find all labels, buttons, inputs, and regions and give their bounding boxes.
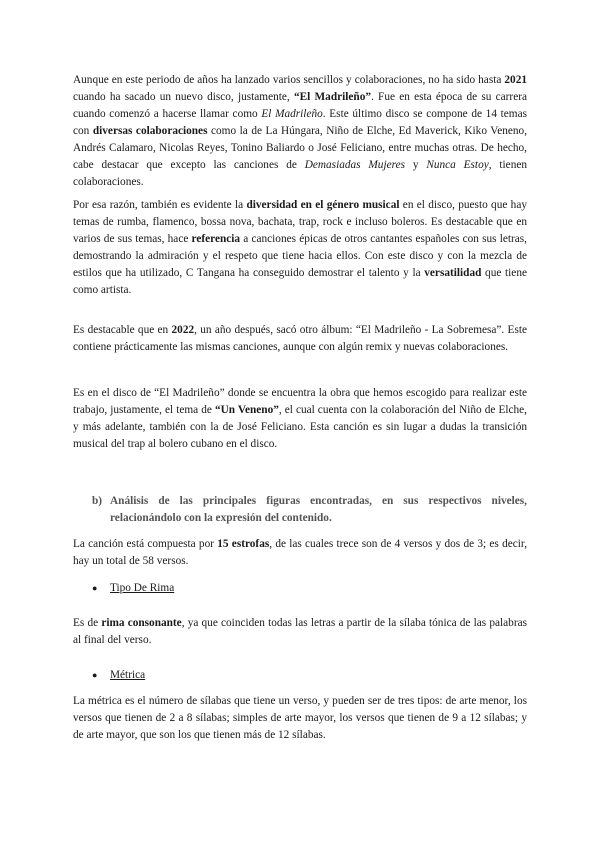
bold-text: rima consonante	[101, 617, 182, 629]
bullet-dot-icon: ●	[92, 670, 98, 680]
bold-text: versatilidad	[424, 267, 482, 279]
bullet-dot-icon: ●	[92, 583, 98, 593]
text-run: Es de	[73, 617, 102, 629]
paragraph-la-sobremesa	[73, 322, 527, 356]
text-run: a canciones épicas de otros cantantes españoles con sus letras, demostrando la admiración y el respeto que tiene hacia ellos. Con este disco y con la mezcla de estilos que ha utilizado, C Tangana ha conseguido demostrar el talento y la	[73, 233, 528, 279]
bold-text: 2021	[504, 74, 527, 86]
text-run: en el disco, puesto que hay temas de rumba, flamenco, bossa nova, bachata, trap, rock e incluso boleros. Es destacable que en varios de sus temas, hace	[73, 199, 527, 245]
bullet-label: Métrica	[110, 669, 146, 681]
text-run: . Fue en esta época de su carrera cuando comenzó a hacerse llamar como	[73, 91, 527, 120]
text-run: Es destacable que en	[73, 324, 172, 336]
text-run: Es en el disco de “El Madrileño” donde se encuentra la obra que hemos escogido para realizar este trabajo, justamente, el tema de	[73, 387, 527, 416]
heading-text: Análisis de las principales figuras encontradas, en sus respectivos niveles, relacionándolo con la expresión del contenido.	[110, 495, 527, 524]
bold-text: “Un Veneno”	[214, 404, 279, 416]
text-run: y	[405, 159, 427, 171]
paragraph-metrica	[73, 693, 527, 744]
bullet-tipo-de-rima	[92, 580, 174, 597]
bold-text: 2022	[171, 324, 195, 336]
italic-text: Nunca Estoy	[426, 159, 489, 171]
text-run: , de las cuales trece son de 4 versos y dos de 3; es decir, hay un total de 58 versos.	[73, 538, 528, 567]
bold-text: “El Madrileño”	[293, 91, 371, 103]
text-run: que tiene como artista.	[73, 267, 527, 296]
italic-text: Demasiadas Mujeres	[304, 159, 405, 171]
text-run: La canción está compuesta por	[73, 538, 218, 550]
text-run: . Este último disco se compone de 14 temas con	[73, 108, 527, 137]
italic-text: El Madrileño	[261, 108, 323, 120]
text-run: Aunque en este periodo de años ha lanzado varios sencillos y colaboraciones, no ha sido hasta	[73, 74, 505, 86]
paragraph-un-veneno	[73, 385, 527, 453]
text-run: , el cual cuenta con la colaboración del Niño de Elche, y más adelante, también con la de José Feliciano. Esta canción es sin lugar a dudas la transición musical del trap al bolero cubano en el disco.	[73, 404, 527, 450]
paragraph-estrofas	[73, 536, 527, 570]
text-run: , un año después, sacó otro álbum: “El Madrileño - La Sobremesa”. Este contiene prácticamente las mismas canciones, aunque con algún remix y nuevas colaboraciones.	[73, 324, 528, 353]
paragraph-el-madrileno-album	[73, 72, 527, 191]
text-run: , tienen colaboraciones.	[73, 159, 528, 188]
bold-text: referencia	[191, 233, 241, 245]
text-run: , ya que coinciden todas las letras a partir de la sílaba tónica de las palabras al final del verso.	[73, 617, 527, 646]
bullet-metrica	[92, 667, 145, 684]
text-run: Por esa razón, también es evidente la	[73, 199, 247, 211]
paragraph-rima-consonante	[73, 615, 527, 649]
text-run: La métrica es el número de sílabas que tiene un verso, y pueden ser de tres tipos: de arte menor, los versos que tienen de 2 a 8 sílabas; simples de arte mayor, los versos que tienen de 9 a 12 sílabas; y de arte mayor, que son los que tienen más de 12 sílabas.	[73, 695, 527, 741]
paragraph-musical-diversity	[73, 197, 527, 299]
text-run: como la de La Húngara, Niño de Elche, Ed Maverick, Kiko Veneno, Andrés Calamaro, Nicolas Reyes, Tonino Baliardo o José Feliciano, entre muchas otras. De hecho, cabe destacar que excepto las canciones de	[73, 125, 528, 171]
text-run: cuando ha sacado un nuevo disco, justamente,	[73, 91, 294, 103]
bold-text: 15 estrofas	[217, 538, 270, 550]
heading-marker: b)	[92, 495, 103, 507]
bullet-label: Tipo De Rima	[110, 582, 175, 594]
section-heading-b	[92, 493, 527, 527]
bold-text: diversidad en el género musical	[246, 199, 400, 211]
bold-text: diversas colaboraciones	[92, 125, 208, 137]
